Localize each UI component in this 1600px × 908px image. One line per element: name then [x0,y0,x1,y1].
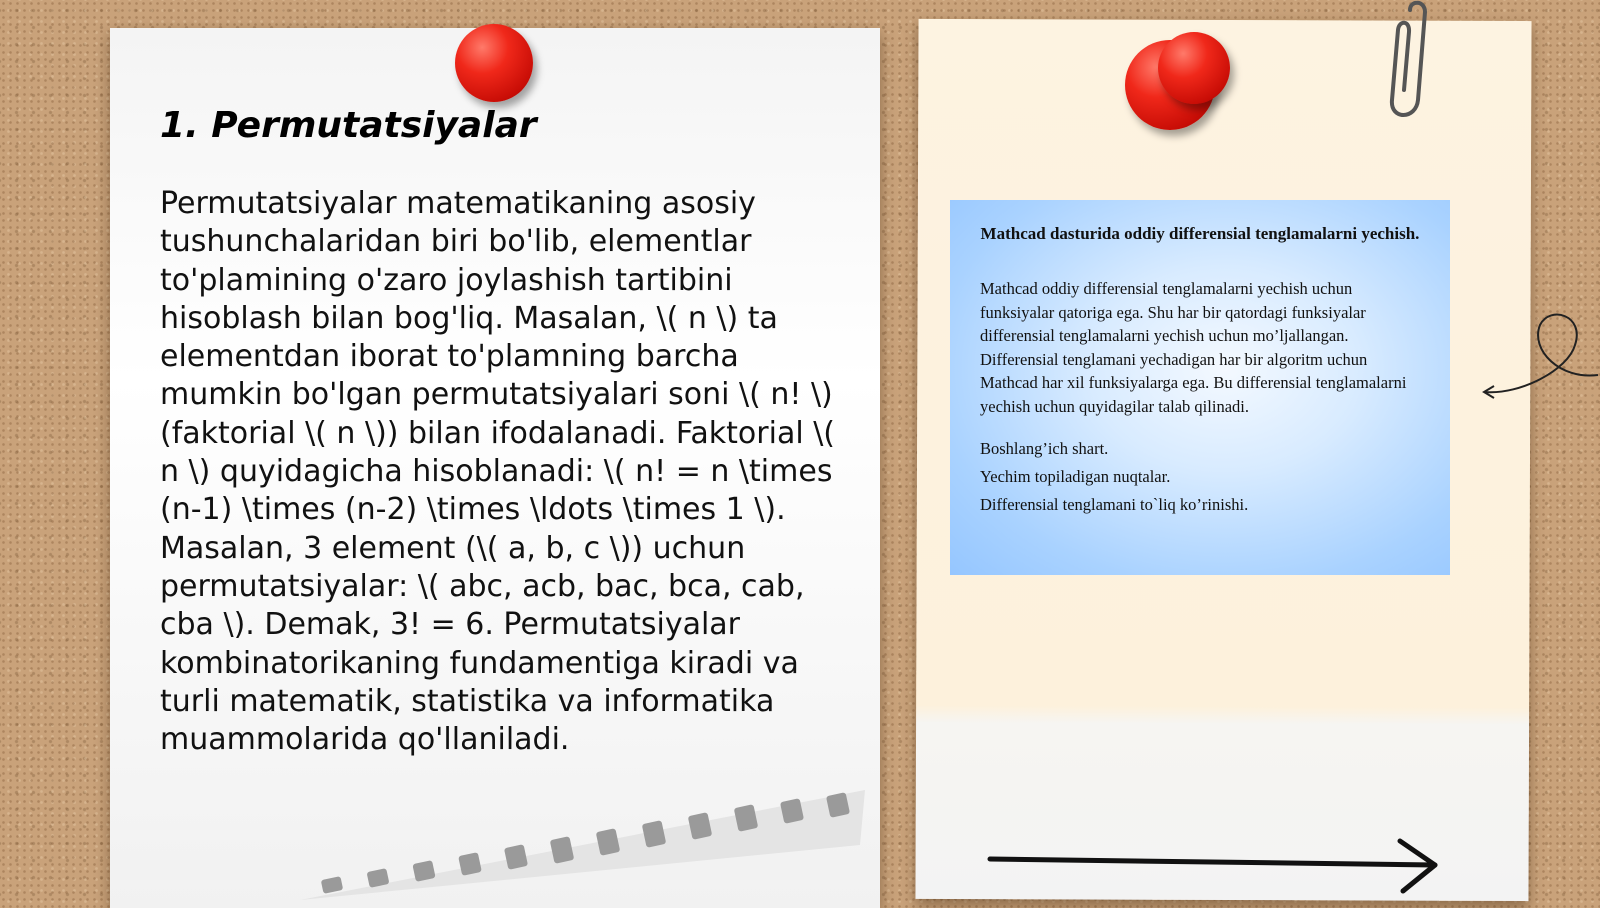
info-box-item: Differensial tenglamani to`liq ko’rinishi. [980,495,1249,514]
section-body: Permutatsiyalar matematikaning asosiy tushunchalaridan biri bo'lib, elementlar to'plamining o'zaro joylashish tartibini hisoblash bilan bog'liq. Masalan, \( n \) ta elementdan iborat to'plamning barcha mumkin bo'lgan permutatsiyalari soni \( n! \) (faktorial \( n \)) bilan ifodalanadi. Faktorial \( n \) quyidagicha hisoblanadi: \( n! = n \times (n-1) \times (n-2) \times \ldots \times 1 \). Masalan, 3 element (\( a, b, c \)) uchun permutatsiyalar: \( abc, acb, bac, bca, cab, cba \). Demak, 3! = 6. Permutatsiyalar kombinatorikaning fundamentiga kiradi va turli matematik, statistika va informatika muammolarida qo'llaniladi. [160,186,836,758]
pushpin-icon [1158,32,1230,104]
torn-paper-strip [300,790,880,900]
paperclip-icon [1380,0,1430,130]
curl-arrow-icon [1480,310,1600,410]
info-box-body: Mathcad oddiy differensial tenglamalarni yechish uchun funksiyalar qatoriga ega. Shu har bir qatordagi funksiyalar differensial tenglamalarni yechish uchun mo’ljallangan. Differensial tenglamani yechadigan har bir algoritm uchun Mathcad har xil funksiyalarga ega. Bu differensial tenglamalarni yechish uchun quyidagilar talab qilinadi. [980,279,1407,416]
info-box [950,200,1450,575]
info-box-item: Boshlang’ich shart. [980,439,1109,458]
info-box-item: Yechim topiladigan nuqtalar. [980,467,1171,486]
arrow-right-icon [985,835,1445,895]
pushpin-icon [455,24,533,102]
section-title: 1. Permutatsiyalar [160,105,537,146]
info-box-title: Mathcad dasturida oddiy differensial tenglamalarni yechish. [980,224,1420,243]
